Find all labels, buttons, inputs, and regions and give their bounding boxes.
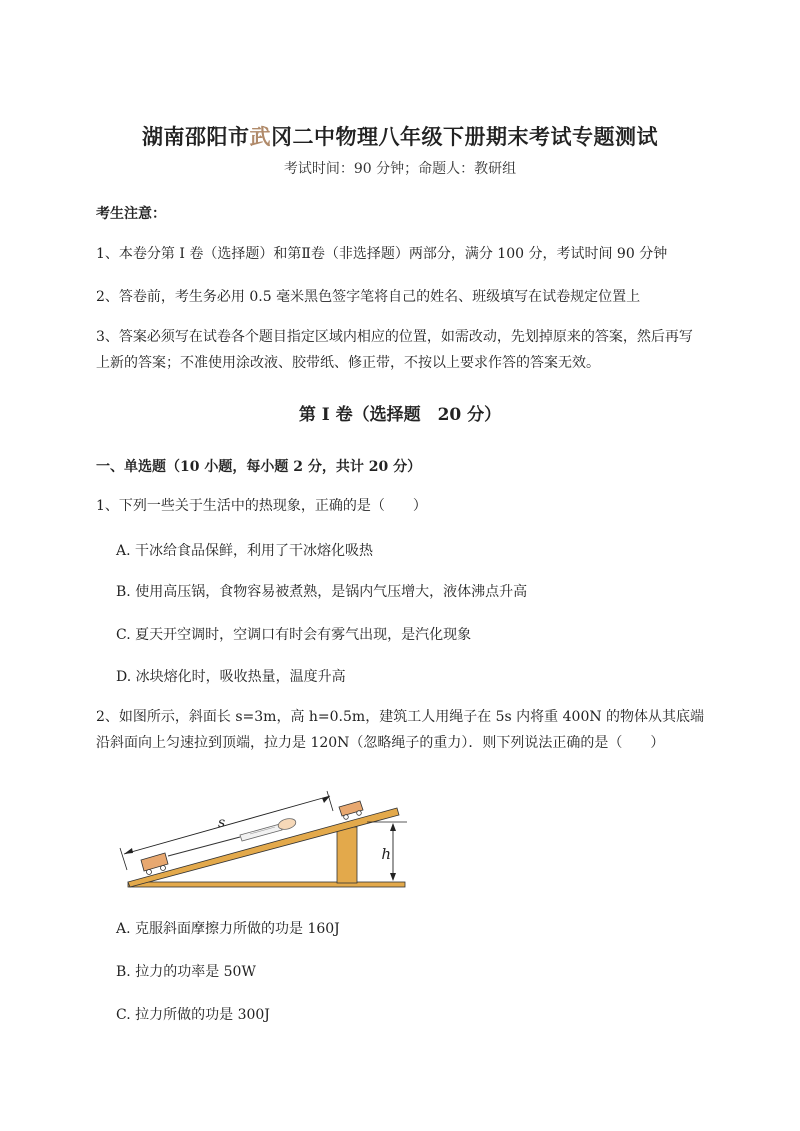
- notice-item-1: 1、本卷分第 I 卷（选择题）和第Ⅱ卷（非选择题）两部分，满分 100 分，考试时间 90 分钟: [96, 246, 668, 262]
- question-2-stem: 2、如图所示，斜面长 s=3m，高 h=0.5m，建筑工人用绳子在 5s 内将重 400N 的物体从其底端沿斜面向上匀速拉到顶端，拉力是 120N（忽略绳子的重力）．则下列说法正确的是（ ）: [96, 709, 705, 751]
- length-tick-start: [120, 848, 127, 870]
- part-heading: 一、单选题（10 小题，每小题 2 分，共计 20 分）: [96, 459, 422, 475]
- length-arrow-start: [124, 848, 133, 854]
- question-1-option-d: D. 冰块熔化时，吸收热量，温度升高: [116, 669, 346, 685]
- length-tick-end: [327, 791, 333, 811]
- question-1-option-b: B. 使用高压锅，食物容易被煮熟，是锅内气压增大，液体沸点升高: [116, 584, 528, 600]
- question-2-option-a: A. 克服斜面摩擦力所做的功是 160J: [116, 921, 340, 937]
- title-part-2: 冈二中物理八年级下册期末考试专题测试: [271, 124, 658, 149]
- notice-heading: 考生注意：: [96, 206, 166, 222]
- section-title: 第 I 卷（选择题 20 分）: [298, 405, 502, 425]
- ground-plank: [128, 882, 405, 887]
- height-arrow-top: [390, 823, 396, 831]
- title-part-1: 湖南邵阳市: [142, 124, 250, 149]
- length-label: s: [218, 815, 226, 831]
- length-dimension-line: [124, 796, 330, 854]
- question-1-stem: 1、下列一些关于生活中的热现象，正确的是（ ）: [96, 498, 427, 514]
- support-post: [337, 827, 357, 883]
- incline-plank: [128, 808, 399, 887]
- notice-item-3: 3、答案必须写在试卷各个题目指定区域内相应的位置，如需改动，先划掉原来的答案，然后再写上新的答案；不准使用涂改液、胶带纸、修正带，不按以上要求作答的答案无效。: [96, 329, 693, 371]
- height-arrow-bottom: [390, 873, 396, 881]
- question-2-option-c: C. 拉力所做的功是 300J: [116, 1007, 270, 1023]
- rope: [168, 837, 240, 856]
- incline-figure: [115, 790, 415, 895]
- question-2-option-b: B. 拉力的功率是 50W: [116, 964, 256, 980]
- question-1-option-c: C. 夏天开空调时，空调口有时会有雾气出现，是汽化现象: [116, 627, 472, 643]
- spring-scale: [240, 824, 282, 841]
- notice-item-2: 2、答卷前，考生务必用 0.5 毫米黑色签字笔将自己的姓名、班级填写在试卷规定位置上: [96, 289, 641, 305]
- exam-title: [0, 121, 800, 151]
- cart-bottom: [141, 853, 168, 875]
- question-1-option-a: A. 干冰给食品保鲜，利用了干冰熔化吸热: [116, 543, 374, 559]
- exam-subtitle: 考试时间：90 分钟；命题人：教研组: [283, 161, 517, 177]
- title-marked-char: 武: [249, 124, 271, 149]
- cart-top: [339, 801, 363, 819]
- height-label: h: [381, 845, 391, 863]
